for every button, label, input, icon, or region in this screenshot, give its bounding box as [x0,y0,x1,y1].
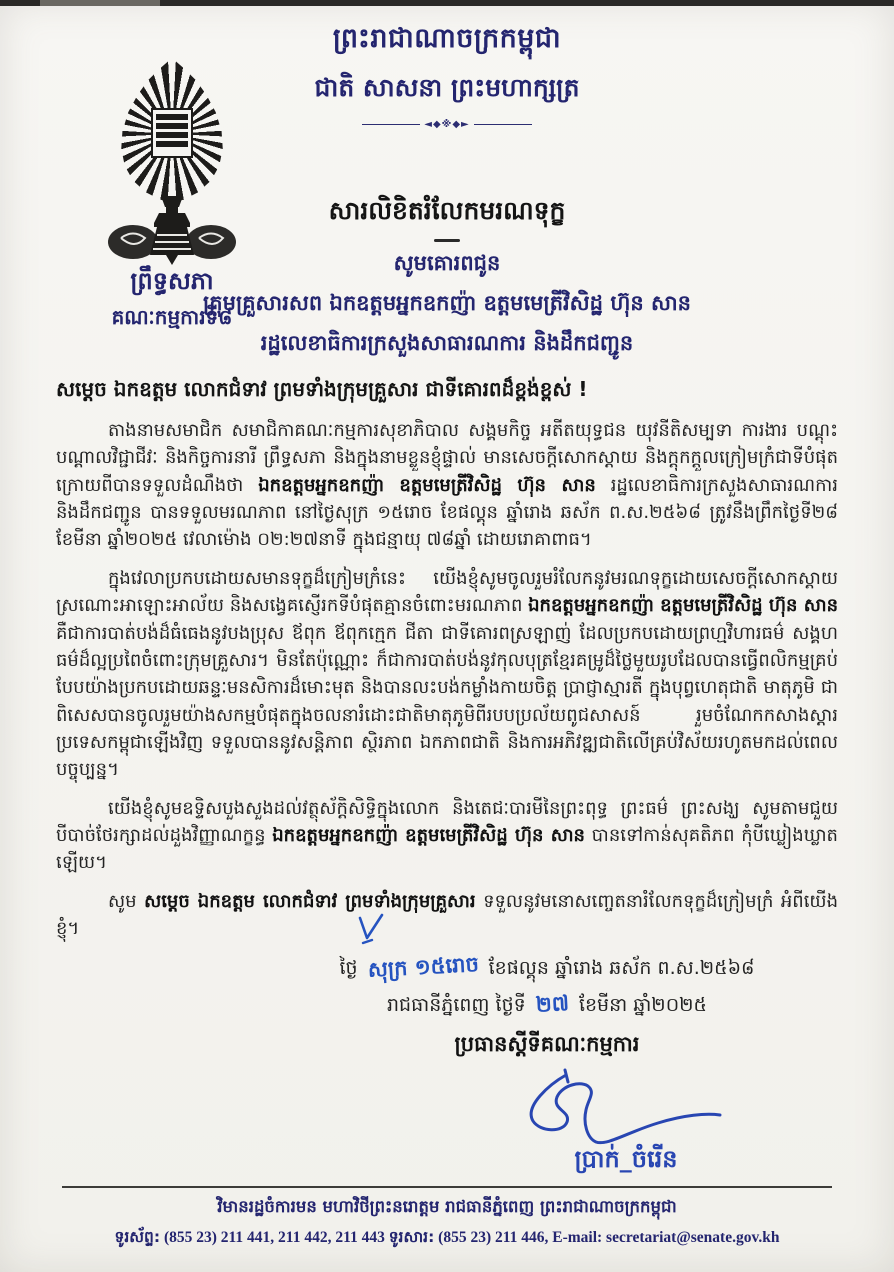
paragraph-3: យើងខ្ញុំសូមឧទ្ទិសបួងសួងដល់វត្ថុស័ក្តិសិទ្ធិក្នុងលោក និងតេជៈបារមីនៃព្រះពុទ្ធ ព្រះធម៌ ព្រះសង្ឃ សូមតាមជួយបីបាច់ថែរក្សាដល់ដួងវិញ្ញាណក្ខន្ធ ឯកឧត្តមអ្នកឧកញ៉ា ឧត្តមមេត្រីវិសិដ្ឋ ហ៊ុន សាន បានទៅកាន់សុគតិភព កុំបីឃ្លៀងឃ្លាតឡើយ។ [56,797,838,874]
phone-label: ទូរស័ព្ទ: [114,1228,161,1246]
handwritten-day-number: ២៧ [535,991,570,1018]
header-divider-ornament: ◄◆※◆► [0,119,894,130]
city-date-prefix: រាជធានីភ្នំពេញ ថ្ងៃទី [387,994,526,1017]
closing-paragraph: សូម សម្តេច ឯកឧត្តម លោកជំទាវ ព្រមទាំងក្រុមគ្រួសារ ទទួលនូវមនោសញ្ចេតនារំលែកទុក្ខដ៏ក្រៀមក្រំ អំពីយើងខ្ញុំ។ [56,890,838,940]
fax-label: ទូរសារ: [388,1228,435,1246]
kingdom-motto: ជាតិ សាសនា ព្រះមហាក្សត្រ [314,73,580,102]
civil-date-line [282,991,812,1022]
title-underline [434,239,460,242]
lunar-date-line [282,954,812,985]
footer-contacts [0,1227,894,1250]
date-block [282,954,812,1062]
paragraph-2: ក្នុងវេលាប្រកបដោយសមានទុក្ខដ៏ក្រៀមក្រំនេះ យើងខ្ញុំសូមចូលរួមរំលែកនូវមរណទុក្ខដោយសេចក្តីសោកស្តាយស្រណោះអាឡោះអាល័យ និងសង្វេគស្ញើរកទីបំផុតគ្មានចំពោះមរណភាព ឯកឧត្តមអ្នកឧកញ៉ា ឧត្តមមេត្រីវិសិដ្ឋ ហ៊ុន សាន គឺជាការបាត់បង់ដ៏ធំធេងនូវបងប្រុស ឪពុក ឪពុកក្មេក ជីតា ជាទីគោរពស្រឡាញ់ ដែលប្រកបដោយព្រហ្មវិហារធម៌ សង្គហធម៌ដ៏ល្អប្រពៃចំពោះក្រុមគ្រួសារ។ មិនតែប៉ុណ្ណោះ ក៏ជាការបាត់បង់នូវកុលបុត្រខ្មែរគម្រូដ៏ថ្លៃមួយរូបដែលបានធ្វើពលិកម្មគ្រប់បែបយ៉ាងប្រកបដោយឆន្ទៈមនសិការដ៏មោះមុត និងបានលះបង់កម្លាំងកាយចិត្ត ប្រាជ្ញាស្មារតី ក្នុងបុព្វហេតុជាតិ មាតុភូមិ ជាពិសេសបានចូលរួមយ៉ាងសកម្មបំផុតក្នុងចលនារំដោះជាតិមាតុភូមិពីរបបប្រល័យពូជសាសន៍ រួមចំណែកកសាងស្តារប្រទេសកម្ពុជាឡើងវិញ ទទួលបាននូវសន្តិភាព ស្ថិរភាព ឯកភាពជាតិ និងការអភិវឌ្ឍជាតិលើគ្រប់វិស័យរហូតមកដល់ពេលបច្ចុប្បន្ន។ [56,567,838,781]
civil-date-rest: ខែមីនា ឆ្នាំ២០២៥ [578,994,707,1017]
signer-name: ប្រាក់_ចំរើន [574,1145,678,1174]
scan-edge-artifact [0,0,894,6]
emblem-core-icon [151,108,193,158]
lunar-date-rest: ខែផល្គុន ឆ្នាំរោង ឆស័ក ព.ស.២៥៦៨ [488,957,755,980]
addressee-line-1: ក្រុមគ្រួសារសព ឯកឧត្តមអ្នកឧកញ៉ា ឧត្តមមេត្រីវិសិដ្ឋ ហ៊ុន សាន [203,291,691,315]
commission-label: គណៈកម្មការទី៨ [111,305,233,329]
senate-emblem-icon [113,58,231,204]
phone-numbers: (855 23) 211 441, 211 442, 211 443 [163,1229,385,1246]
footer [0,1186,894,1250]
paragraph-1: តាងនាមសមាជិក សមាជិកាគណៈកម្មការសុខាភិបាល សង្គមកិច្ច អតីតយុទ្ធជន យុវនីតិសម្បទា ការងារ បណ្តុះបណ្តាលវិជ្ជាជីវៈ និងកិច្ចការនារី ព្រឹទ្ធសភា និងក្នុងនាមខ្លួនខ្ញុំផ្ទាល់ មានសេចក្តីសោកស្តាយ និងក្តុកក្តួលក្រៀមក្រំជាទីបំផុត ក្រោយពីបានទទួលដំណឹងថា ឯកឧត្តមអ្នកឧកញ៉ា ឧត្តមមេត្រីវិសិដ្ឋ ហ៊ុន សាន រដ្ឋលេខាធិការក្រសួងសាធារណការ និងដឹកជញ្ជូន បានទទួលមរណភាព នៅថ្ងៃសុក្រ ១៥រោច ខែផល្គុន ឆ្នាំរោង ឆស័ក ព.ស.២៥៦៨ ត្រូវនឹងព្រឹកថ្ងៃទី២៨ ខែមីនា ឆ្នាំ២០២៥ វេលាម៉ោង ០២:២៧នាទី ក្នុងជន្មាយុ ៧៨ឆ្នាំ ដោយរោគាពាធ។ [56,420,838,551]
kingdom-name: ព្រះរាជាណាចក្រកម្ពុជា [332,23,562,54]
signer-title: ប្រធានស្តីទីគណៈកម្មការ [454,1032,640,1057]
footer-address: វិមានរដ្ឋចំការមន មហាវិថីព្រះនរោត្តម រាជធានីភ្នំពេញ ព្រះរាជាណាចក្រកម្ពុជា [217,1197,677,1216]
letter-body [56,196,838,1179]
senate-label: ព្រឹទ្ធសភា [130,267,214,295]
salutation-line: សូមគោរពជូន [393,251,501,275]
date-prefix: ថ្ងៃ [339,957,358,980]
handwritten-lunar-day: សុក្រ ១៥រោច [366,952,480,983]
addressee-line-2: រដ្ឋលេខាធិការក្រសួងសាធារណការ និងដឹកជញ្ជូន [260,331,634,355]
pen-checkmark-icon [356,912,386,946]
footer-divider [62,1186,832,1188]
fax-and-email: (855 23) 211 446, E-mail: secretariat@senate.gov.kh [438,1229,780,1246]
honorific-line: សម្តេច ឯកឧត្តម លោកជំទាវ ព្រមទាំងក្រុមគ្រួសារ ជាទីគោរពដ៏ខ្ពង់ខ្ពស់ ! [56,377,588,401]
letter-title: សារលិខិតរំលែកមរណទុក្ខ [328,196,566,225]
signature-block [426,1066,826,1179]
signature-ink-icon [506,1066,746,1148]
